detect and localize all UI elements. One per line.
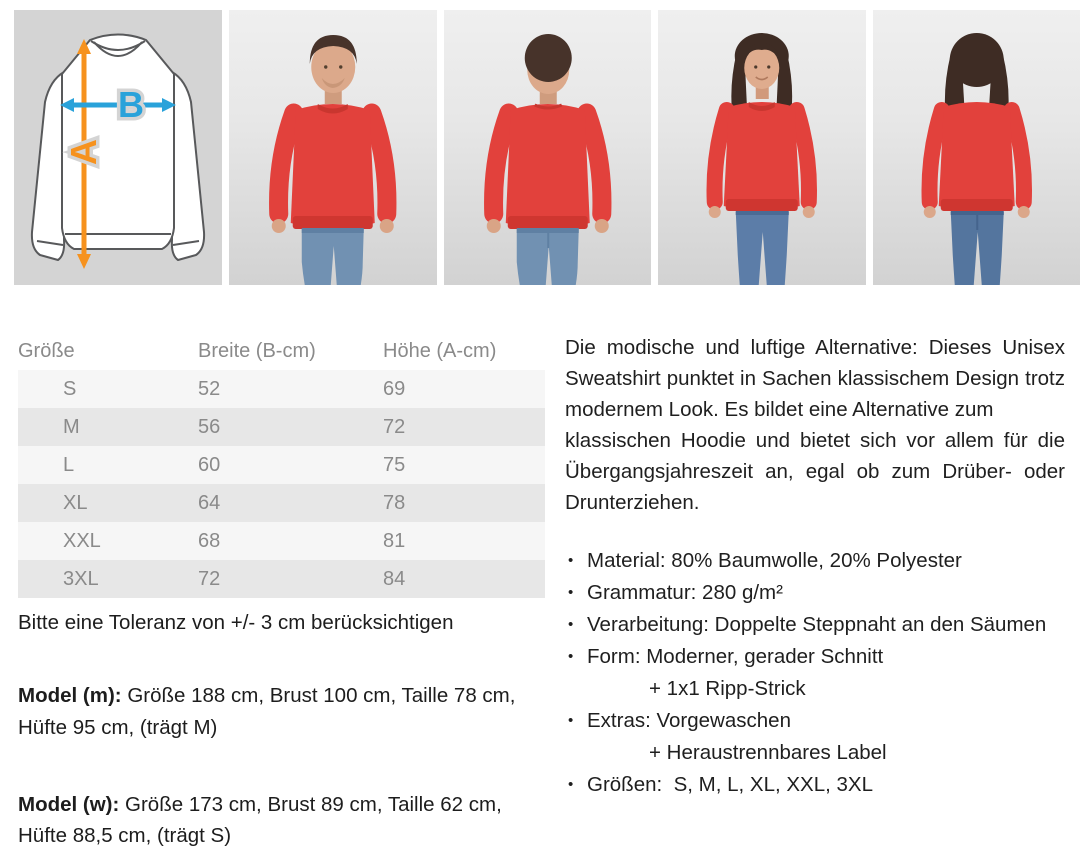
height-cell: 69 bbox=[383, 377, 406, 400]
width-cell: 64 bbox=[198, 491, 221, 514]
height-cell: 72 bbox=[383, 415, 406, 438]
size-cell: S bbox=[63, 377, 77, 400]
height-cell: 81 bbox=[383, 529, 406, 552]
feature-text: Größen: S, M, L, XL, XXL, 3XL bbox=[587, 773, 873, 796]
size-cell: M bbox=[63, 415, 80, 438]
width-cell: 56 bbox=[198, 415, 221, 438]
width-cell: 72 bbox=[198, 567, 221, 590]
male-back-figure-icon bbox=[444, 10, 652, 285]
size-table-header-cell: Breite (B-cm) bbox=[198, 339, 316, 362]
feature-item bbox=[565, 577, 1065, 609]
bullet-icon: • bbox=[568, 776, 574, 793]
product-gallery bbox=[0, 0, 1080, 285]
feature-item bbox=[565, 609, 1065, 641]
feature-text: + 1x1 Ripp-Strick bbox=[649, 677, 806, 700]
size-table-row bbox=[18, 484, 545, 522]
feature-item bbox=[565, 545, 1065, 577]
bullet-icon: • bbox=[568, 616, 574, 633]
model-male-text: Größe 188 cm, Brust 100 cm, Taille 78 cm, Hüfte 95 cm, (trägt M) bbox=[18, 684, 522, 739]
photo-male-back bbox=[444, 10, 652, 285]
photo-female-back bbox=[873, 10, 1080, 285]
size-cell: 3XL bbox=[63, 567, 99, 590]
height-arrow-label: A bbox=[63, 139, 104, 165]
description-column bbox=[565, 332, 1065, 852]
height-cell: 75 bbox=[383, 453, 406, 476]
bullet-icon: • bbox=[568, 712, 574, 729]
right-sleeve bbox=[172, 72, 204, 260]
product-info-section bbox=[0, 332, 1080, 852]
size-cell: XXL bbox=[63, 529, 101, 552]
photo-female-front bbox=[658, 10, 866, 285]
width-arrow-label: B bbox=[118, 84, 144, 125]
height-cell: 78 bbox=[383, 491, 406, 514]
model-female-label: Model (w): bbox=[18, 792, 120, 816]
bullet-icon: • bbox=[568, 648, 574, 665]
feature-text: Material: 80% Baumwolle, 20% Polyester bbox=[587, 549, 962, 572]
size-table-body bbox=[18, 370, 545, 598]
size-table-row bbox=[18, 408, 545, 446]
feature-text: Extras: Vorgewaschen bbox=[587, 709, 791, 732]
left-sleeve bbox=[32, 72, 64, 260]
feature-item bbox=[565, 769, 1065, 801]
bullet-icon: • bbox=[568, 584, 574, 601]
model-male-measurements bbox=[18, 680, 528, 744]
sweatshirt-measurement-diagram-icon bbox=[14, 10, 222, 285]
model-female-text: Größe 173 cm, Brust 89 cm, Taille 62 cm, Hüfte 88,5 cm, (trägt S) bbox=[18, 792, 508, 848]
feature-text: Grammatur: 280 g/m² bbox=[587, 581, 783, 604]
feature-item bbox=[565, 737, 1065, 769]
female-back-figure-icon bbox=[873, 10, 1080, 285]
product-description bbox=[565, 332, 1065, 518]
model-female-measurements bbox=[18, 789, 528, 853]
feature-item bbox=[565, 673, 1065, 705]
size-table-header-cell: Größe bbox=[18, 339, 75, 362]
size-cell: XL bbox=[63, 491, 88, 514]
size-table-row bbox=[18, 446, 545, 484]
width-cell: 60 bbox=[198, 453, 221, 476]
width-cell: 52 bbox=[198, 377, 221, 400]
size-table-header bbox=[18, 332, 545, 370]
male-front-figure-icon bbox=[229, 10, 437, 285]
tolerance-note: Bitte eine Toleranz von +/- 3 cm berücksichtigen bbox=[18, 611, 454, 634]
photo-male-front bbox=[229, 10, 437, 285]
feature-text: + Heraustrennbares Label bbox=[649, 741, 887, 764]
description-paragraph: Die modische und luftige Alternative: Dieses Unisex Sweatshirt punktet in Sachen klassischem Design trotz modernem Look. Es bildet eine Alternative zum bbox=[565, 336, 1065, 421]
width-cell: 68 bbox=[198, 529, 221, 552]
feature-list bbox=[565, 545, 1065, 801]
female-front-figure-icon bbox=[658, 10, 866, 285]
feature-text: Form: Moderner, gerader Schnitt bbox=[587, 645, 884, 668]
height-cell: 84 bbox=[383, 567, 406, 590]
feature-item bbox=[565, 705, 1065, 737]
size-cell: L bbox=[63, 453, 75, 476]
model-male-label: Model (m): bbox=[18, 684, 122, 707]
feature-item bbox=[565, 641, 1065, 673]
feature-text: Verarbeitung: Doppelte Steppnaht an den Säumen bbox=[587, 613, 1047, 636]
size-table bbox=[18, 332, 545, 598]
size-table-row bbox=[18, 560, 545, 598]
size-table-header-cell: Höhe (A-cm) bbox=[383, 339, 497, 362]
size-table-row bbox=[18, 522, 545, 560]
description-paragraph: klassischen Hoodie und bietet sich vor allem für die Übergangsjahreszeit an, egal ob zum Drüber- oder Drunterziehen. bbox=[565, 429, 1065, 514]
size-diagram-panel bbox=[14, 10, 222, 285]
size-table-row bbox=[18, 370, 545, 408]
size-info-column bbox=[18, 332, 545, 852]
bullet-icon: • bbox=[568, 552, 574, 569]
